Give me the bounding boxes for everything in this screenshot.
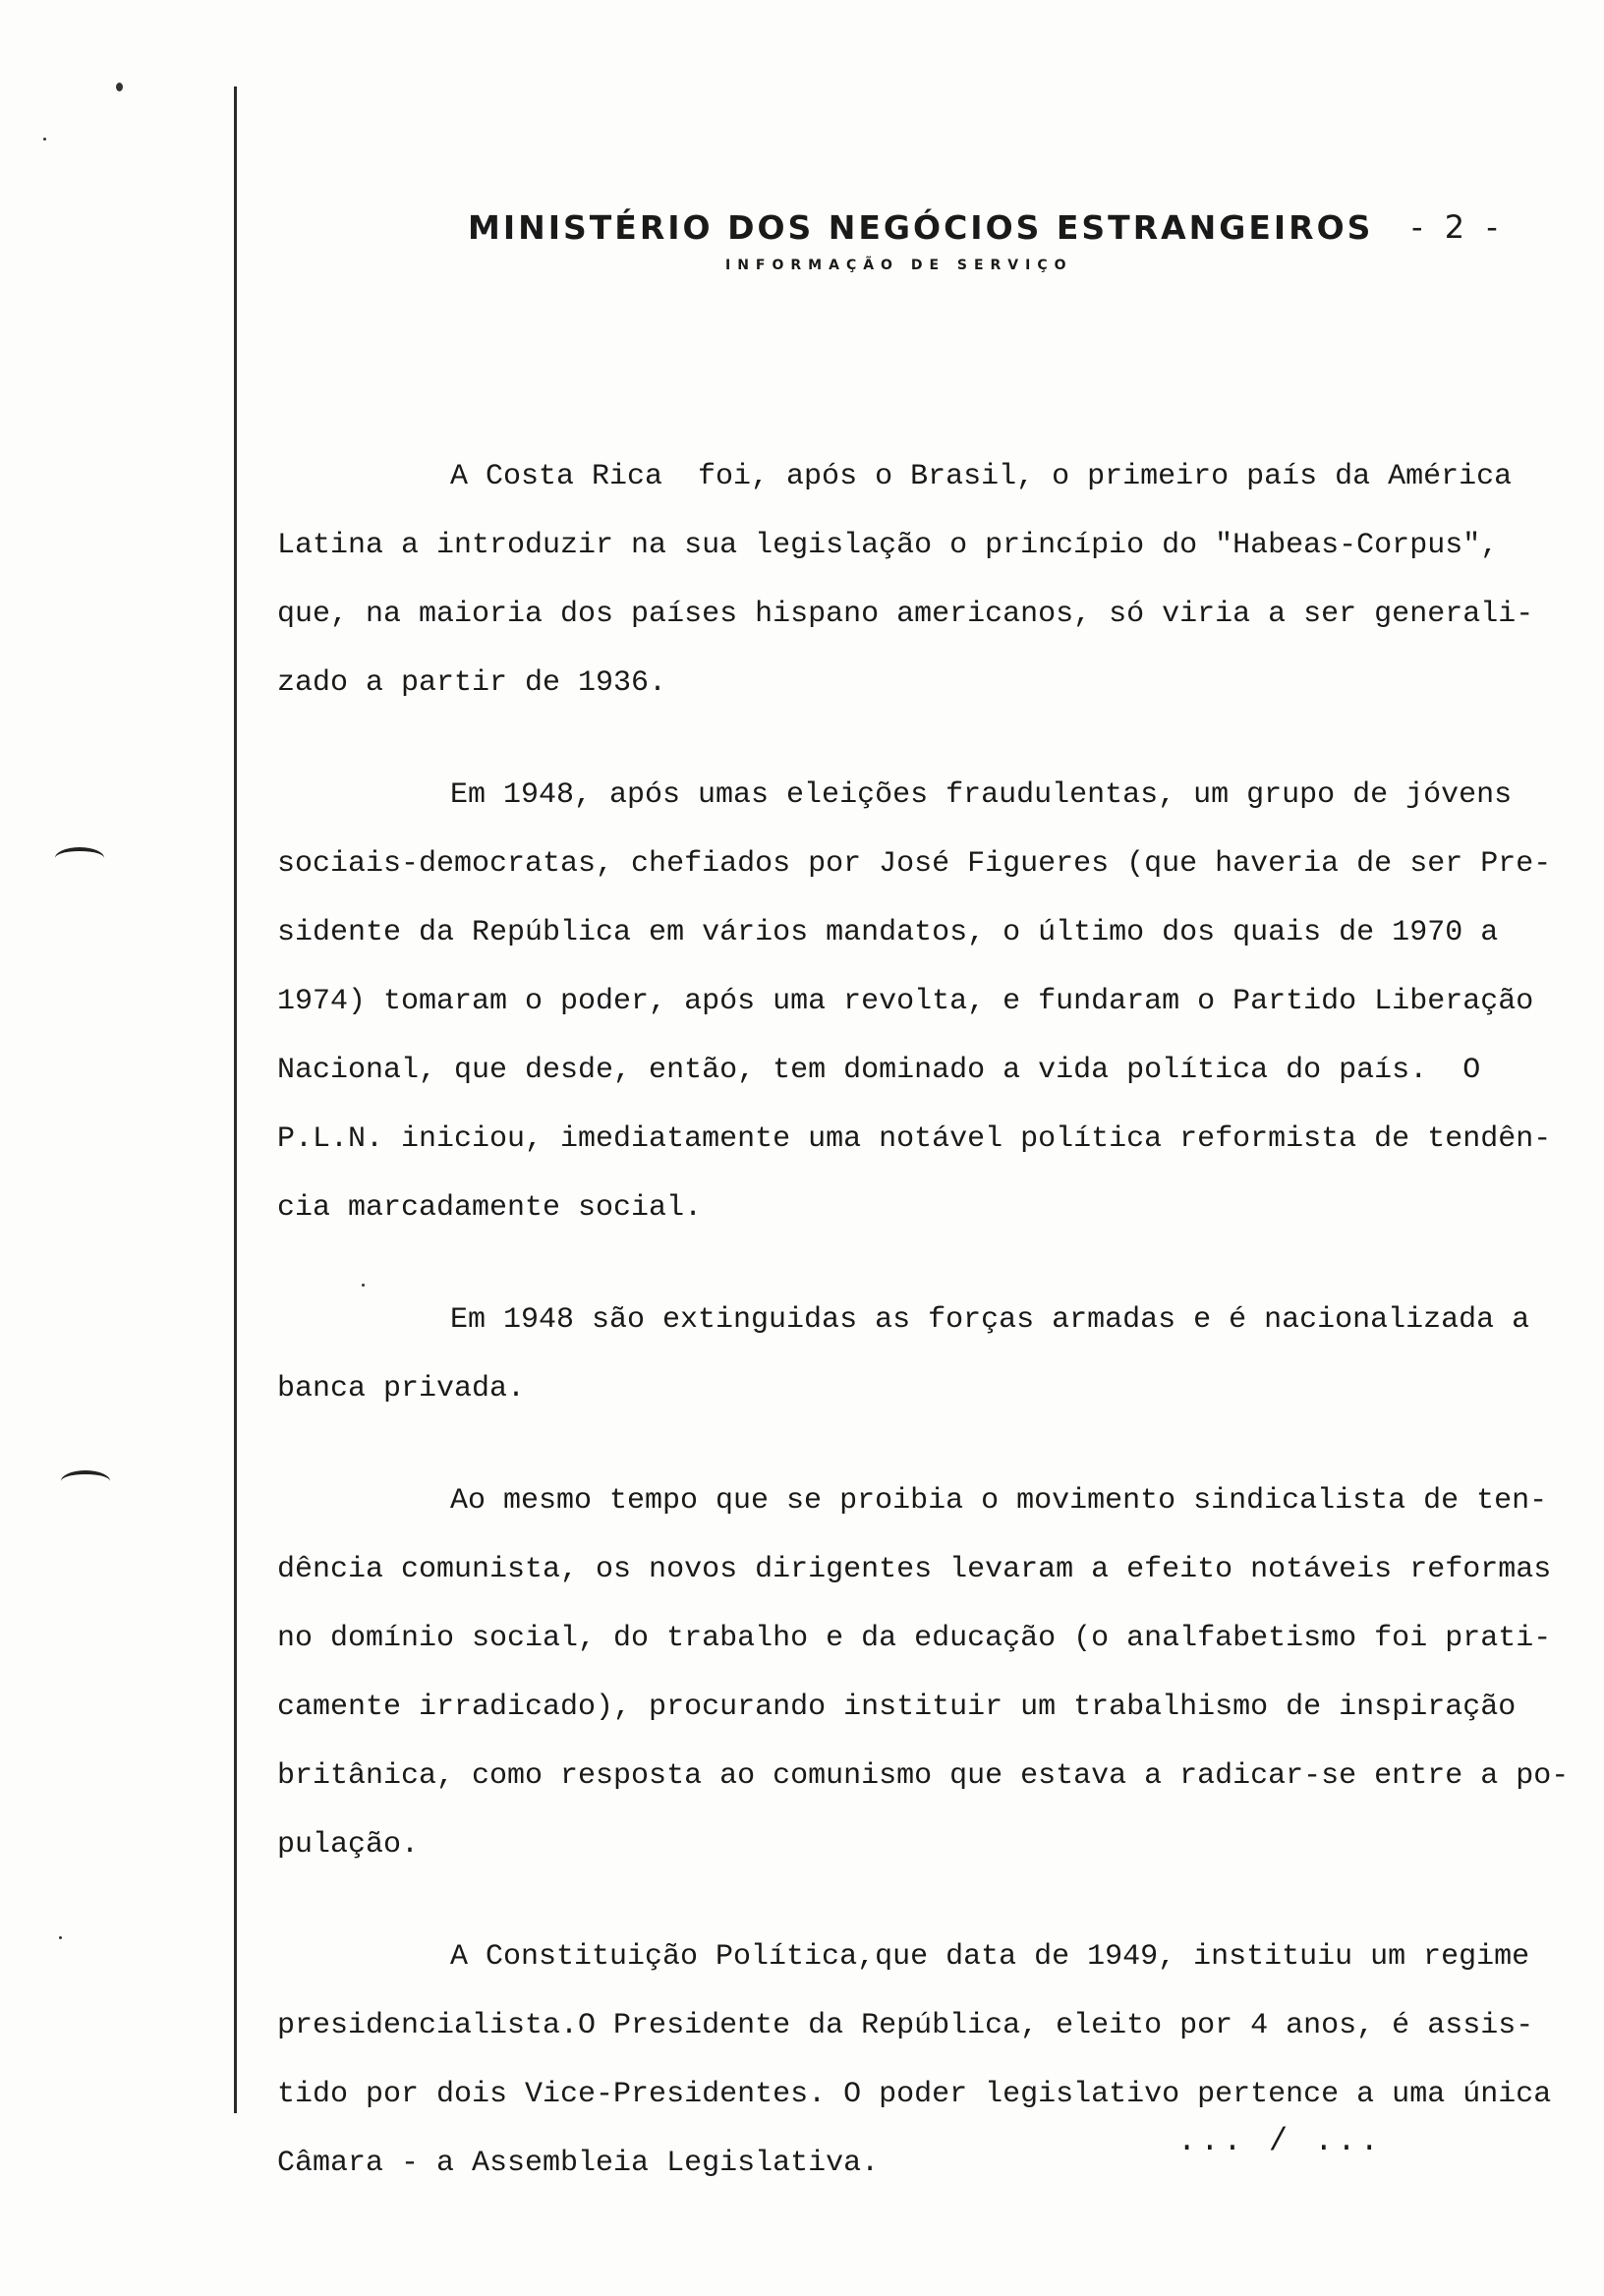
- text-line: P.L.N. iniciou, imediatamente uma notável política reformista de tendên-: [277, 1122, 1552, 1156]
- paragraph: [277, 442, 1584, 718]
- text-line: no domínio social, do trabalho e da educação (o analfabetismo foi prati-: [277, 1622, 1552, 1655]
- text-line: Em 1948 são extinguidas as forças armadas e é nacionalizada a: [450, 1303, 1530, 1337]
- punch-hole-mark: [55, 847, 104, 869]
- text-line: Em 1948, após umas eleições fraudulentas, um grupo de jóvens: [450, 778, 1513, 812]
- paragraph: [277, 1466, 1584, 1879]
- left-margin-rule: [234, 86, 237, 2113]
- text-line: banca privada.: [277, 1372, 526, 1406]
- page-number: - 2 -: [1411, 208, 1504, 246]
- paragraph: [277, 1286, 1584, 1423]
- text-line: tido por dois Vice-Presidentes. O poder legislativo pertence a uma única: [277, 2078, 1552, 2111]
- page-continuation-mark: ... / ...: [1177, 2123, 1383, 2159]
- text-line: sidente da República em vários mandatos, o último dos quais de 1970 a: [277, 916, 1499, 949]
- text-line: Nacional, que desde, então, tem dominado a vida política do país. O: [277, 1054, 1481, 1087]
- text-line: 1974) tomaram o poder, após uma revolta, e fundaram o Partido Liberação: [277, 985, 1534, 1018]
- text-line: sociais-democratas, chefiados por José Figueres (que haveria de ser Pre-: [277, 847, 1552, 881]
- text-line: Latina a introduzir na sua legislação o princípio do "Habeas-Corpus",: [277, 529, 1499, 562]
- text-line: presidencialista.O Presidente da República, eleito por 4 anos, é assis-: [277, 2009, 1534, 2042]
- service-information-subtitle: INFORMAÇÃO DE SERVIÇO: [725, 258, 1073, 273]
- text-line: pulação.: [277, 1828, 420, 1862]
- ministry-title: MINISTÉRIO DOS NEGÓCIOS ESTRANGEIROS: [468, 208, 1374, 247]
- text-line: britânica, como resposta ao comunismo que estava a radicar-se entre a po-: [277, 1759, 1570, 1793]
- scan-speck: [43, 138, 46, 141]
- letterhead: [468, 208, 1529, 273]
- scan-speck: [59, 1936, 62, 1939]
- paragraph: [277, 761, 1584, 1242]
- text-line: Câmara - a Assembleia Legislativa.: [277, 2147, 880, 2180]
- document-body: [277, 442, 1584, 2198]
- paragraph: [277, 1923, 1584, 2198]
- punch-hole-mark: [61, 1470, 110, 1492]
- text-line: camente irradicado), procurando instituir um trabalhismo de inspiração: [277, 1691, 1517, 1724]
- text-line: A Constituição Política,que data de 1949, instituiu um regime: [450, 1940, 1530, 1974]
- text-line: cia marcadamente social.: [277, 1191, 703, 1225]
- text-line: que, na maioria dos países hispano americanos, só viria a ser generali-: [277, 598, 1534, 631]
- text-line: dência comunista, os novos dirigentes levaram a efeito notáveis reformas: [277, 1553, 1552, 1586]
- text-line: zado a partir de 1936.: [277, 666, 667, 700]
- text-line: Ao mesmo tempo que se proibia o movimento sindicalista de ten-: [450, 1484, 1548, 1518]
- text-line: A Costa Rica foi, após o Brasil, o primeiro país da América: [450, 460, 1513, 493]
- scan-speck: [116, 83, 123, 91]
